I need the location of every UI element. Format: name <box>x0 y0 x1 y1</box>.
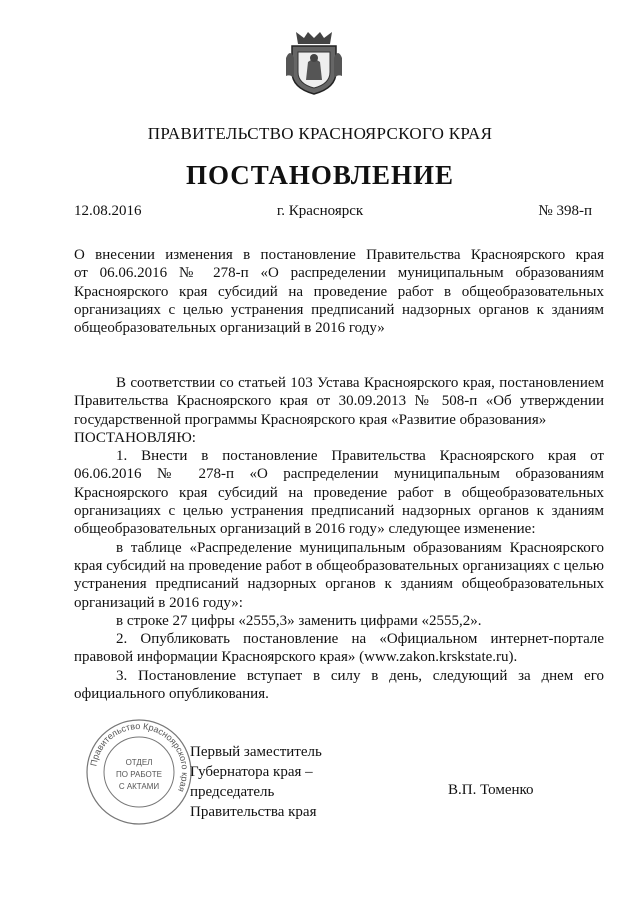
subject-line: Красноярского края субсидий на проведение работ в общеобразовательных <box>74 283 604 300</box>
item-1-paragraph: 1. Внести в постановление Правительства Красноярского края от 06.06.2016 № 278-п «О распределении муниципальным образованиям Красноярского края субсидий на проведение работ в общеобразовательных организациях с целью устранения предписаний надзорных органов к зданиям общеобразовательных организаций в 2016 году» следующее изменение: <box>74 448 604 538</box>
item-1-row-paragraph: в строке 27 цифры «2555,3» заменить цифрами «2555,2». <box>116 612 482 629</box>
document-number: № 398-п <box>538 203 592 219</box>
subject-line: организациях с целью устранения предписаний надзорных органов к зданиям <box>74 301 604 318</box>
signature-title-line: Первый заместитель <box>190 744 322 760</box>
stamp-inner-line: ПО РАБОТЕ <box>116 770 162 779</box>
document-subject <box>74 246 604 337</box>
document-city: г. Красноярск <box>276 203 364 219</box>
official-stamp <box>84 717 194 827</box>
subject-line: от 06.06.2016 № 278-п «О распределении муниципальным образованиям <box>74 265 604 282</box>
subject-line: О внесении изменения в постановление Правительства Красноярского края <box>74 247 604 263</box>
signature-title-line: Правительства края <box>190 804 317 820</box>
signature-title-line: Губернатора края – <box>190 764 313 780</box>
item-2-paragraph: 2. Опубликовать постановление на «Официальном интернет-портале правовой информации Красноярского края» (www.zakon.krskstate.ru). <box>74 631 604 666</box>
item-3-paragraph: 3. Постановление вступает в силу в день, следующий за днем его официального опубликования. <box>74 667 604 703</box>
document-date: 12.08.2016 <box>74 203 142 219</box>
resolve-heading: ПОСТАНОВЛЯЮ: <box>74 429 196 446</box>
coat-of-arms-icon <box>286 28 342 96</box>
stamp-outer-text: Правительство Красноярского края <box>88 720 191 794</box>
signature-title-block <box>190 742 322 822</box>
preamble-paragraph: В соответствии со статьей 103 Устава Красноярского края, постановлением Правительства Красноярского края от 30.09.2013 № 508-п «Об утверждении государственной программы Красноярского края «Развитие образования» <box>74 375 604 428</box>
document-body <box>74 374 604 703</box>
item-1-table-paragraph: в таблице «Распределение муниципальным образованиям Красноярского края субсидий на проведение работ в общеобразовательных организациях с целью устранения предписаний надзорных органов к зданиям общеобразовательных организаций в 2016 году»: <box>74 539 604 611</box>
document-type-title: ПОСТАНОВЛЕНИЕ <box>185 160 455 190</box>
government-name: ПРАВИТЕЛЬСТВО КРАСНОЯРСКОГО КРАЯ <box>147 124 493 143</box>
signature-title-line: председатель <box>190 784 275 800</box>
subject-line: общеобразовательных организаций в 2016 году» <box>74 320 385 337</box>
signer-name: В.П. Томенко <box>448 782 534 798</box>
stamp-inner-line: ОТДЕЛ <box>125 758 153 767</box>
stamp-inner-line: С АКТАМИ <box>118 782 160 791</box>
